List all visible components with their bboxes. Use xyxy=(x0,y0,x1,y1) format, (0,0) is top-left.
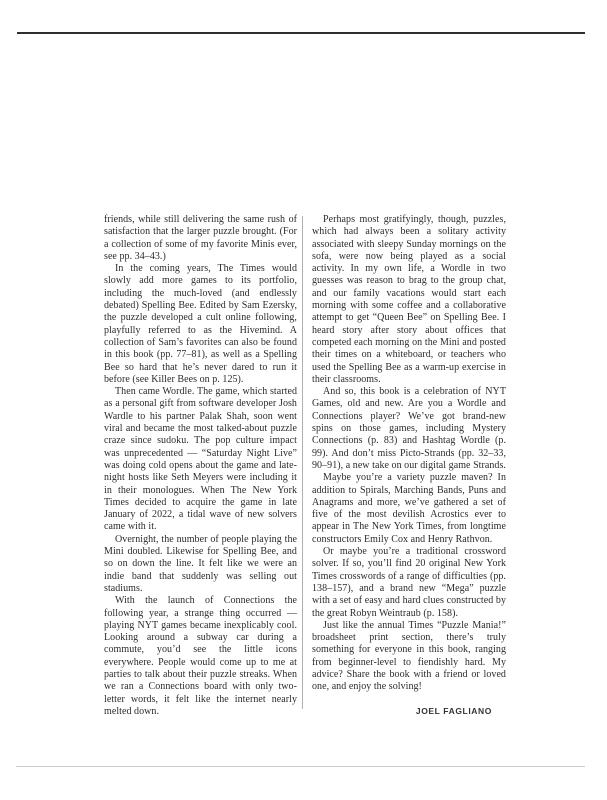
top-rule xyxy=(17,32,585,34)
paragraph: friends, while still delivering the same rush of satisfaction that the larger puzzle brought. (For a collection of some of my favorite Minis ever, see pp. 34–43.) xyxy=(104,214,297,262)
bottom-rule xyxy=(16,766,585,767)
column-divider xyxy=(302,216,303,709)
paragraph: Or maybe you’re a traditional crossword solver. If so, you’ll find 20 original New York Times crosswords of a range of difficulties (pp. 138–157), and a brand new “Mega” puzzle with a set of easy and hard clues constructed by the great Robyn Weintraub (p. 158). xyxy=(312,546,506,619)
paragraph: Perhaps most gratifyingly, though, puzzles, which had always been a solitary activity associated with sleepy Sunday mornings on the sofa, were now being played as a social activity. In my own life, a Wordle in two guesses was reason to brag to the group chat, and our family vacations would start each morning with some coffee and a collaborative attempt to get “Queen Bee” on Spelling Bee. I heard story after story about offices that competed each morning on the Mini and posted their times on a whiteboard, or teachers who used the Spelling Bee as a warm-up exercise in their classrooms. xyxy=(312,214,506,385)
right-column xyxy=(312,214,506,717)
paragraph: And so, this book is a celebration of NYT Games, old and new. Are you a Wordle and Connections player? We’ve got brand-new spins on those games, including Mystery Connections (p. 83) and Hashtag Wordle (p. 99). And don’t miss Picto-Strands (pp. 32–33, 90–91), a new take on our digital game Strands. xyxy=(312,386,506,471)
paragraph: With the launch of Connections the following year, a strange thing occurred — playing NYT games became inexplicably cool. Looking around a subway car during a commute, you’d see the little icons everywhere. People would come up to me at parties to talk about their puzzle streaks. When we ran a Connections board with only two-letter words, it felt like the internet nearly melted down. xyxy=(104,595,297,717)
paragraph: Maybe you’re a variety puzzle maven? In addition to Spirals, Marching Bands, Puns and Anagrams and more, we’ve gathered a set of five of the most devilish Acrostics ever to appear in The New York Times, from longtime constructors Emily Cox and Henry Rathvon. xyxy=(312,472,506,545)
paragraph: Overnight, the number of people playing the Mini doubled. Likewise for Spelling Bee, and so on down the line. It felt like we were an indie band that suddenly was selling out stadiums. xyxy=(104,533,297,594)
left-column xyxy=(104,214,297,718)
author-signature: JOEL FAGLIANO xyxy=(415,705,492,716)
paragraph: Just like the annual Times “Puzzle Mania!” broadsheet print section, there’s truly something for everyone in this book, ranging from beginner-level to fiendishly hard. My advice? Share the book with a friend or loved one, and enjoy the solving! xyxy=(312,619,506,693)
paragraph: Then came Wordle. The game, which started as a personal gift from software developer Josh Wardle to his partner Palak Shah, soon went viral and became the most talked-about puzzle craze since sudoku. The pop culture impact was unprecedented — “Saturday Night Live” was doing cold opens about the game and late-night hosts like Seth Meyers were including it in their monologues. When The New York Times decided to acquire the game in late January of 2022, a tidal wave of new solvers came with it. xyxy=(104,386,297,533)
paragraph: In the coming years, The Times would slowly add more games to its portfolio, including the much-loved (and endlessly debated) Spelling Bee. Edited by Sam Ezersky, the puzzle developed a cult online following, playfully referred to as the Hivemind. A collection of Sam’s favorites can also be found in this book (pp. 77–81), as well as a Spelling Bee so hard that he’s never dared to run it before (see Killer Bees on p. 125). xyxy=(104,263,297,385)
